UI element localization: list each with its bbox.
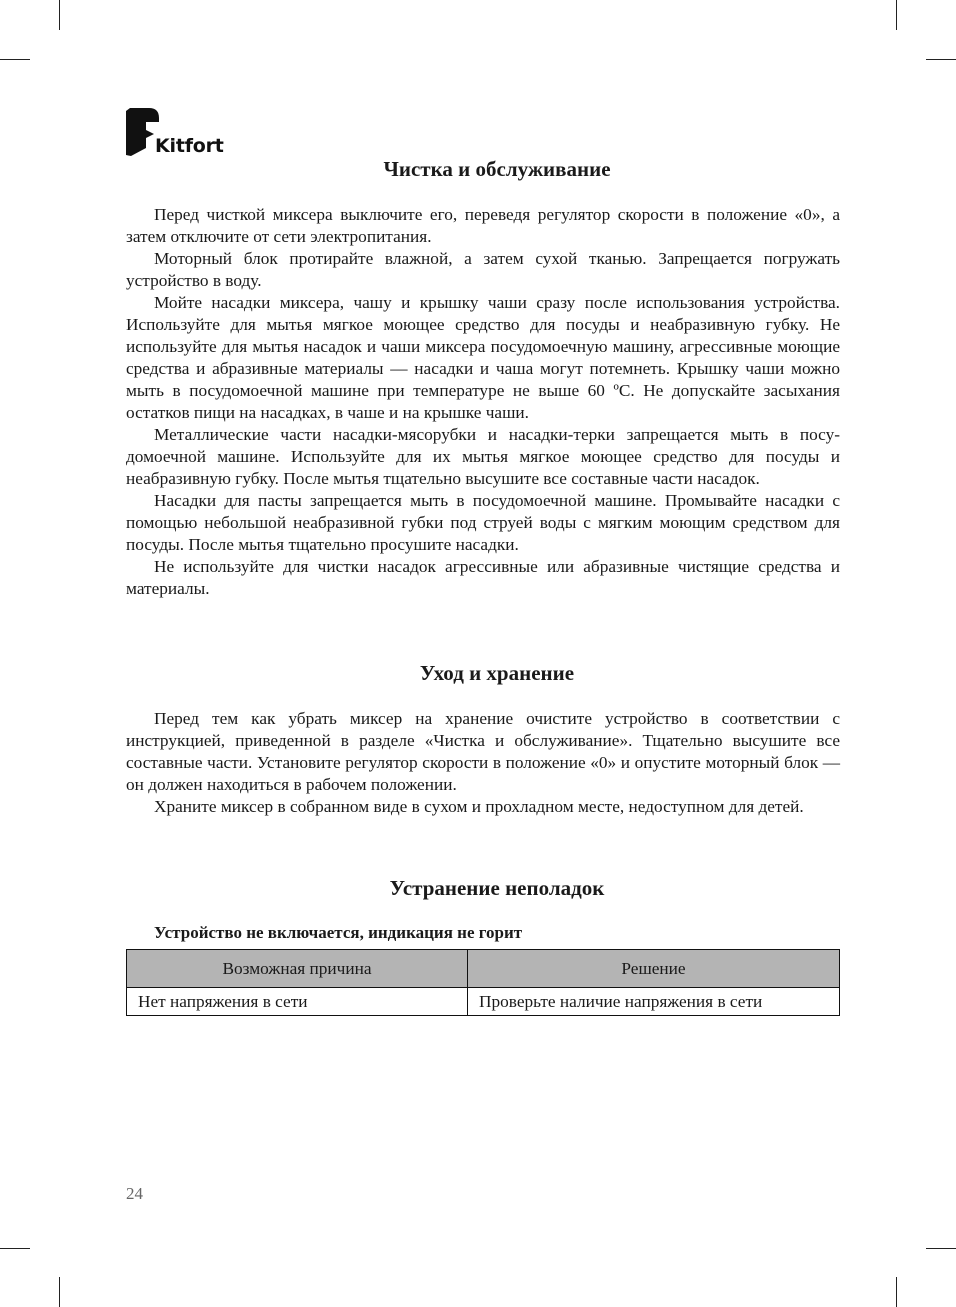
crop-mark [59, 0, 60, 30]
section-title-troubleshooting: Устранение неполадок [389, 876, 605, 900]
crop-mark [0, 59, 30, 60]
brand-name: Kitfort [155, 135, 224, 157]
crop-mark [896, 1277, 897, 1307]
table-header-row [127, 950, 840, 988]
page-content [126, 154, 840, 1016]
cell-cause: Нет напряжения в сети [127, 988, 468, 1016]
crop-mark [59, 1277, 60, 1307]
cleaning-body [126, 204, 840, 600]
table-row [127, 988, 840, 1016]
storage-body [126, 708, 840, 818]
crop-mark [926, 1248, 956, 1249]
paragraph: Храните миксер в собранном виде в сухом и прохладном месте, недоступном для детей. [154, 797, 804, 816]
paragraph: Насадки для пасты запрещается мыть в посудомоечной машине. Промывайте насадки с помощью небольшой неабразивной губки под струей воды с мягким моющим средством для посуды. После мытья тщательно просушите насадки. [126, 491, 840, 554]
section-title-storage: Уход и хранение [419, 661, 575, 685]
paragraph: Мойте насадки миксера, чашу и крышку чаши сразу после использования устройства. Используйте для мытья мягкое моющее средство для посуды и неабразивную губку. Не используйте для мытья насадок и чаши миксера посудомоечную машину, агрессивные моющие средства и абразивные материалы — насадки и чаша могут потемнеть. Крышку чаши можно мыть в посудомоечной машине при температуре не выше 60 ºС. Не допускайте засыхания остатков пищи на насадках, в чаше и на крышке чаши. [126, 293, 840, 422]
cell-solution: Проверьте наличие напряжения в сети [468, 988, 840, 1016]
paragraph: Металлические части насадки-мясорубки и насадки-терки запрещается мыть в посудомоечной машине. Используйте для их мытья мягкое моющее средство для посуды и неабразивную губку. После мытья тщательно высушите все составные части насадок. [126, 425, 840, 488]
page-number: 24 [126, 1184, 143, 1203]
troubleshooting-table [126, 949, 840, 1016]
crop-mark [926, 59, 956, 60]
section-title-cleaning: Чистка и обслуживание [383, 157, 611, 181]
paragraph: Перед чисткой миксера выключите его, переведя регулятор скорости в положение «0», а затем отключите от сети электропитания. [126, 205, 840, 246]
kitfort-logo [126, 108, 226, 160]
crop-mark [896, 0, 897, 30]
paragraph: Перед тем как убрать миксер на хранение очистите устройство в соответствии с инструкцией, приведенной в разделе «Чистка и обслуживание». Тщательно высушите все составные части. Установите регулятор скорости в положение «0» и опустите моторный блок — он должен находиться в рабочем положении. [126, 709, 840, 794]
paragraph: Не используйте для чистки насадок агрессивные или абразивные чистящие средства и материалы. [126, 557, 840, 598]
header-solution: Решение [468, 950, 840, 988]
problem-subheading: Устройство не включается, индикация не горит [154, 923, 523, 942]
header-cause: Возможная причина [127, 950, 468, 988]
crop-mark [0, 1248, 30, 1249]
paragraph: Моторный блок протирайте влажной, а затем сухой тканью. Запрещается погружать устройство в воду. [126, 249, 840, 290]
